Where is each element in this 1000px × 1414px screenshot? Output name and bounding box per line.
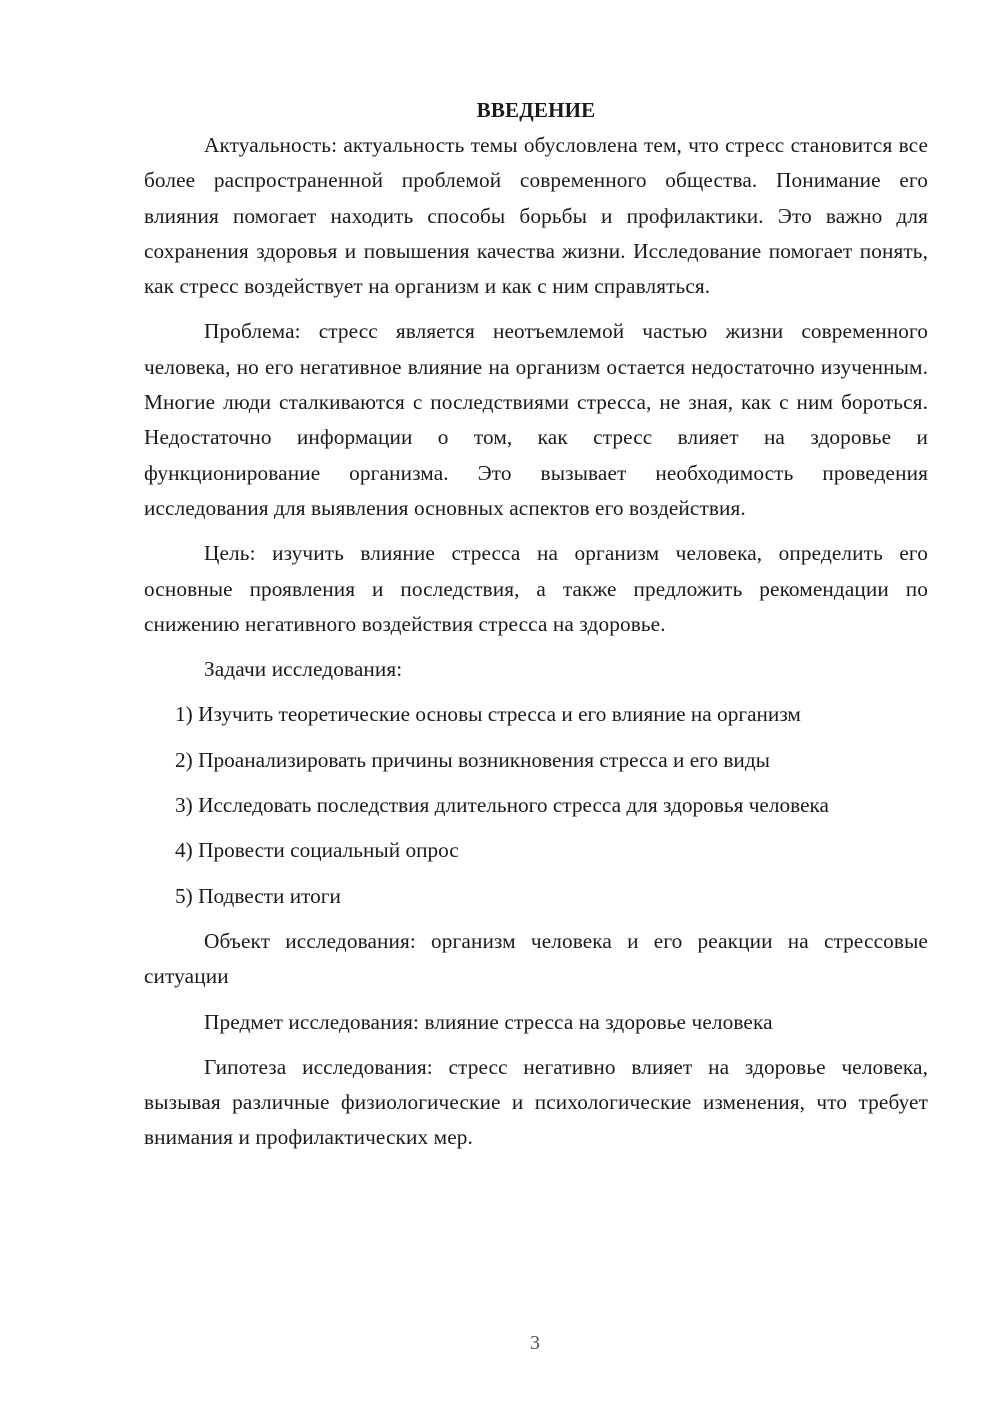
goal-paragraph: Цель: изучить влияние стресса на организм человека, определить его основные проявления и последствия, а также предложить рекомендации по снижению негативного воздействия стресса на здоровье. xyxy=(144,541,928,636)
task-item: 4) Провести социальный опрос xyxy=(175,838,459,863)
tasks-title: Задачи исследования: xyxy=(204,657,403,682)
document-page xyxy=(144,93,928,1166)
problem-paragraph: Проблема: стресс является неотъемлемой частью жизни современного человека, но его негативное влияние на организм остается недостаточно изученным. Многие люди сталкиваются с последствиями стресса, не зная, как с ним бороться. Недостаточно информации о том, как стресс влияет на здоровье и функционирование организма. Это вызывает необходимость проведения исследования для выявления основных аспектов его воздействия. xyxy=(144,319,928,520)
task-item: 2) Проанализировать причины возникновения стресса и его виды xyxy=(175,747,770,772)
hypothesis-paragraph: Гипотеза исследования: стресс негативно влияет на здоровье человека, вызывая различные физиологические и психологические изменения, что требует внимания и профилактических мер. xyxy=(144,1054,928,1150)
task-item: 5) Подвести итоги xyxy=(175,883,341,908)
task-item: 3) Исследовать последствия длительного стресса для здоровья человека xyxy=(175,793,830,818)
object-paragraph: Объект исследования: организм человека и его реакции на стрессовые ситуации xyxy=(144,928,928,989)
relevance-paragraph: Актуальность: актуальность темы обусловлена тем, что стресс становится все более распространенной проблемой современного общества. Понимание его влияния помогает находить способы борьбы и профилактики. Это важно для сохранения здоровья и повышения качества жизни. Исследование помогает понять, как стресс воздействует на организм и как с ним справляться. xyxy=(144,133,928,299)
page-title: ВВЕДЕНИЕ xyxy=(476,98,596,122)
task-item: 1) Изучить теоретические основы стресса и его влияние на организм xyxy=(175,702,801,727)
subject-paragraph: Предмет исследования: влияние стресса на здоровье человека xyxy=(204,1009,773,1034)
page-number: 3 xyxy=(530,1332,540,1354)
